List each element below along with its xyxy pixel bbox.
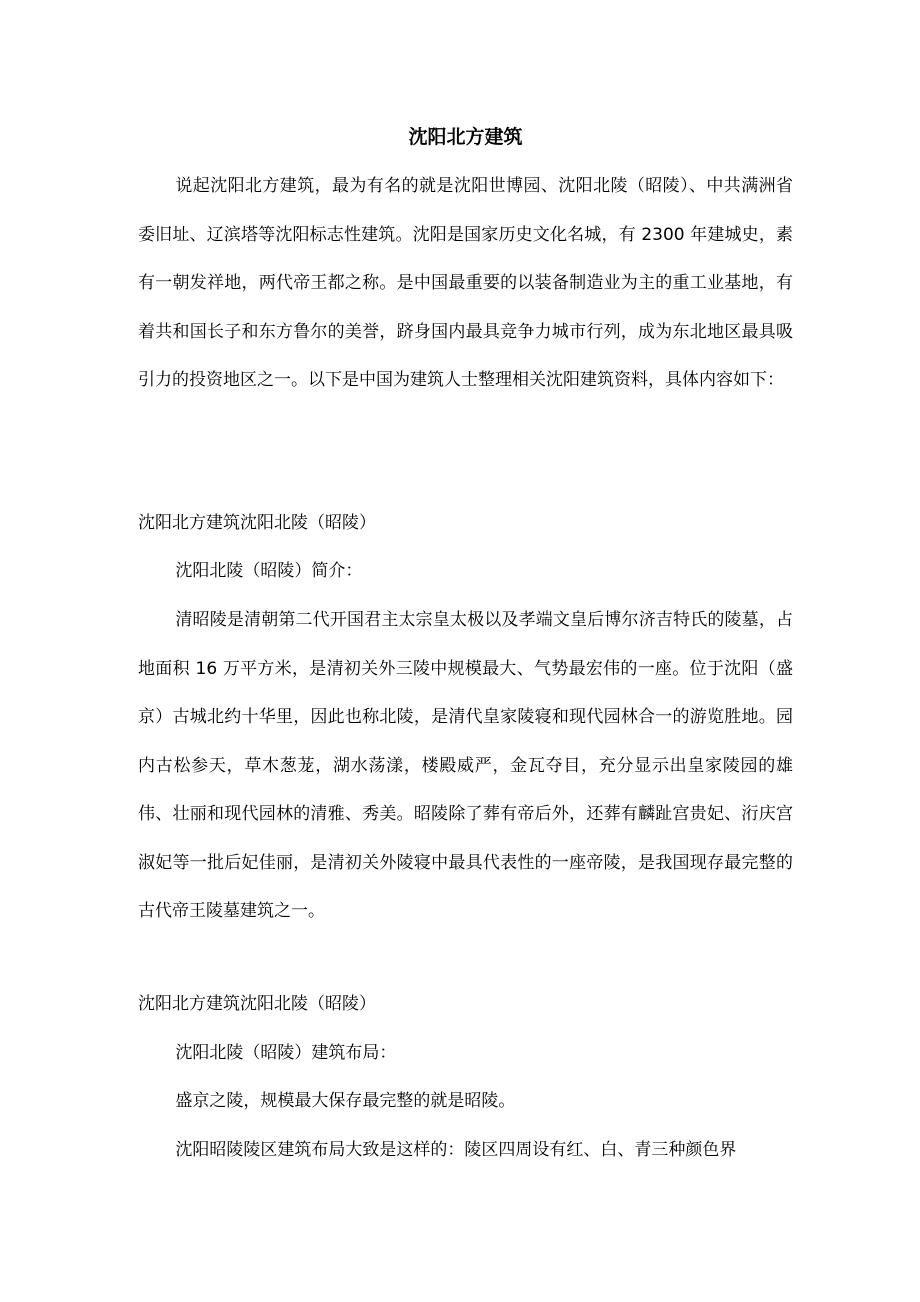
- section2-subheading: 沈阳北陵（昭陵）建筑布局：: [175, 1043, 397, 1063]
- intro-paragraph: 说起沈阳北方建筑，最为有名的就是沈阳世博园、沈阳北陵（昭陵）、中共满洲省委旧址、辽滨塔等沈阳标志性建筑。沈阳是国家历史文化名城，有 2300 年建城史，素有一朝发祥地，两代帝王都之称。是中国最重要的以装备制造业为主的重工业基地，有着共和国长子和东方鲁尔的美誉，跻身国内最具竞争力城市行列，成为东北地区最具吸引力的投资地区之一。以下是中国为建筑人士整理相关沈阳建筑资料，具体内容如下：: [138, 176, 793, 390]
- section2-line1: 盛京之陵，规模最大保存最完整的就是昭陵。: [175, 1091, 516, 1111]
- section1-subheading: 沈阳北陵（昭陵）简介：: [175, 561, 363, 581]
- section1-heading: 沈阳北方建筑沈阳北陵（昭陵）: [138, 513, 376, 533]
- document-title: 沈阳北方建筑: [408, 126, 523, 148]
- section1-body: 清昭陵是清朝第二代开国君主太宗皇太极以及孝端文皇后博尔济吉特氏的陵墓，占地面积 16 万平方米，是清初关外三陵中规模最大、气势最宏伟的一座。位于沈阳（盛京）古城北约十华里，因此也称北陵，是清代皇家陵寝和现代园林合一的游览胜地。园内古松参天，草木葱茏，湖水荡漾，楼殿威严，金瓦夺目，充分显示出皇家陵园的雄伟、壮丽和现代园林的清雅、秀美。昭陵除了葬有帝后外，还葬有麟趾宫贵妃、洐庆宫淑妃等一批后妃佳丽，是清初关外陵寝中最具代表性的一座帝陵，是我国现存最完整的古代帝王陵墓建筑之一。: [138, 610, 793, 921]
- section2-line2: 沈阳昭陵陵区建筑布局大致是这样的：陵区四周设有红、白、青三种颜色界: [175, 1140, 737, 1160]
- section2-heading: 沈阳北方建筑沈阳北陵（昭陵）: [138, 994, 376, 1014]
